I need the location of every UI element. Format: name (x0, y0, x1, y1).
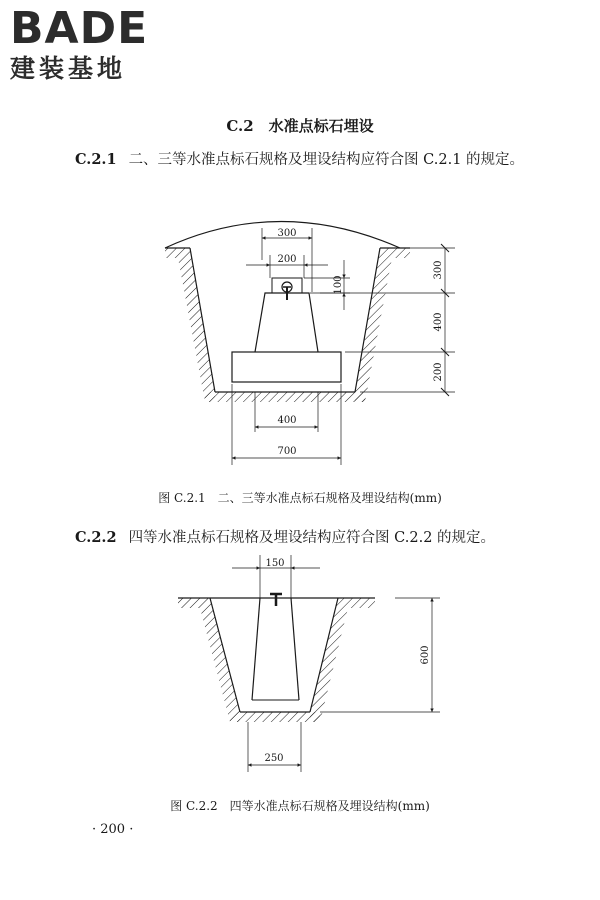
dim-cap-100: 100 (333, 275, 344, 295)
clause-number: C.2.1 (75, 151, 117, 168)
page-number: · 200 · (92, 822, 134, 837)
dim-height-600: 600 (420, 645, 431, 665)
dim-right-200: 200 (433, 362, 444, 382)
dim-bottom-700: 700 (277, 446, 297, 457)
dim-top-200: 200 (277, 254, 297, 265)
dim-bottom-400: 400 (277, 415, 297, 426)
section-title: C.2 水准点标石埋设 (226, 117, 374, 135)
figure-c-2-2-caption: 图 C.2.2 四等水准点标石规格及埋设结构(mm) (170, 799, 430, 813)
dim-right-300: 300 (433, 260, 444, 280)
clause-number: C.2.2 (75, 529, 117, 546)
figure-c-2-1-caption: 图 C.2.1 二、三等水准点标石规格及埋设结构(mm) (158, 491, 442, 505)
clause-c-2-2 (75, 526, 555, 550)
logo-wordmark: BADE (10, 3, 149, 54)
figure-c-2-2-drawing (178, 555, 440, 772)
dim-top-150: 150 (265, 558, 285, 569)
dim-top-300: 300 (277, 228, 297, 239)
clause-text: 四等水准点标石规格及埋设结构应符合图 C.2.2 的规定。 (128, 530, 496, 546)
clause-text: 二、三等水准点标石规格及埋设结构应符合图 C.2.1 的规定。 (128, 152, 525, 168)
dim-right-400: 400 (433, 312, 444, 332)
figure-c-2-1-drawing (165, 222, 455, 466)
logo-subtitle: 建装基地 (10, 54, 127, 83)
dim-bottom-250: 250 (264, 753, 284, 764)
